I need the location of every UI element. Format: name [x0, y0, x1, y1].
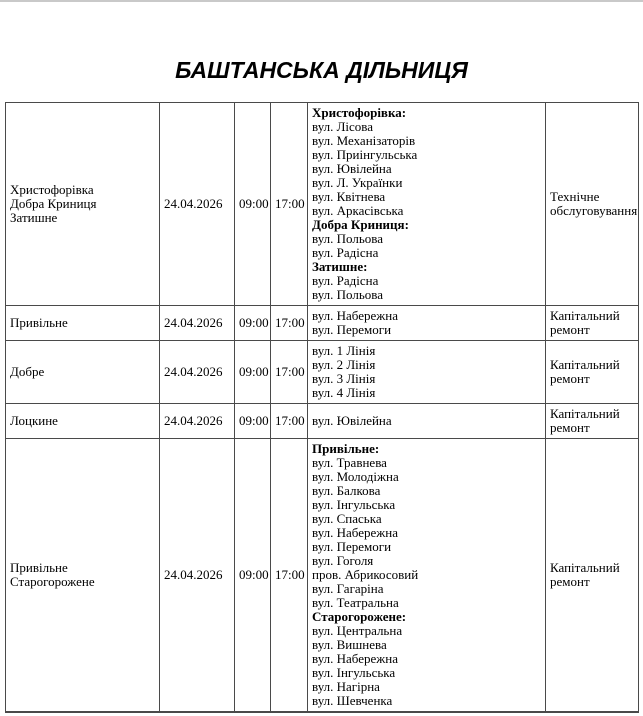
table-row	[6, 404, 639, 439]
street-group-header: Добра Криниця:	[312, 217, 409, 232]
streets-cell	[308, 404, 546, 439]
street-name: вул. Молодіжна	[312, 469, 399, 484]
street-name: вул. Набережна	[312, 651, 398, 666]
street-name: вул. 1 Лінія	[312, 343, 376, 358]
streets-cell	[308, 103, 546, 306]
street-name: вул. Спаська	[312, 511, 382, 526]
street-name: вул. Аркасівська	[312, 203, 404, 218]
street-name: вул. Нагірна	[312, 679, 380, 694]
settlement-cell	[6, 439, 160, 713]
street-name: вул. Набережна	[312, 308, 398, 323]
top-border-strip	[0, 0, 643, 2]
street-name: вул. Радісна	[312, 245, 379, 260]
settlement-cell	[6, 404, 160, 439]
street-group-header: Привільне:	[312, 441, 380, 456]
street-name: вул. Балкова	[312, 483, 381, 498]
end-time-cell: 17:00	[271, 103, 308, 306]
street-name: вул. Приінгульська	[312, 147, 418, 162]
settlement-cell	[6, 306, 160, 341]
work-type-label: Технічне обслуговування	[550, 189, 638, 218]
street-name: вул. Шевченка	[312, 693, 393, 708]
work-type-cell	[546, 439, 639, 713]
settlement-name: Старогорожене	[10, 574, 95, 589]
date-cell: 24.04.2026	[160, 404, 235, 439]
settlement-name: Христофорівка	[10, 182, 94, 197]
work-type-label: Капітальний ремонт	[550, 560, 620, 589]
street-name: вул. Перемоги	[312, 322, 392, 337]
work-type-label: Капітальний ремонт	[550, 406, 620, 435]
settlement-cell	[6, 341, 160, 404]
street-name: вул. 4 Лінія	[312, 385, 376, 400]
street-name: вул. Вишнева	[312, 637, 387, 652]
street-name: вул. Л. Українки	[312, 175, 403, 190]
street-name: вул. Травнева	[312, 455, 387, 470]
street-name: вул. Ювілейна	[312, 413, 392, 428]
street-name: вул. 3 Лінія	[312, 371, 376, 386]
street-name: вул. Радісна	[312, 273, 379, 288]
street-group-header: Старогорожене:	[312, 609, 407, 624]
streets-cell	[308, 439, 546, 713]
street-name: пров. Абрикосовий	[312, 567, 419, 582]
settlement-cell	[6, 103, 160, 306]
street-name: вул. Театральна	[312, 595, 399, 610]
start-time-cell: 09:00	[235, 439, 271, 713]
street-name: вул. 2 Лінія	[312, 357, 376, 372]
settlement-name: Лоцкине	[10, 413, 58, 428]
work-type-label: Капітальний ремонт	[550, 308, 620, 337]
work-type-cell	[546, 404, 639, 439]
street-name: вул. Квітнева	[312, 189, 386, 204]
schedule-table-body	[6, 103, 639, 713]
streets-cell	[308, 306, 546, 341]
work-type-cell	[546, 341, 639, 404]
streets-cell	[308, 341, 546, 404]
street-name: вул. Механізаторів	[312, 133, 416, 148]
work-type-label: Капітальний ремонт	[550, 357, 620, 386]
work-type-cell	[546, 306, 639, 341]
street-name: вул. Польова	[312, 231, 383, 246]
end-time-cell: 17:00	[271, 439, 308, 713]
end-time-cell: 17:00	[271, 306, 308, 341]
street-name: вул. Інгульська	[312, 497, 396, 512]
settlement-name: Затишне	[10, 210, 58, 225]
settlement-name: Добра Криниця	[10, 196, 97, 211]
street-name: вул. Польова	[312, 287, 383, 302]
street-name: вул. Перемоги	[312, 539, 392, 554]
start-time-cell: 09:00	[235, 103, 271, 306]
start-time-cell: 09:00	[235, 404, 271, 439]
settlement-name: Добре	[10, 364, 45, 379]
table-row	[6, 103, 639, 306]
street-name: вул. Лісова	[312, 119, 374, 134]
end-time-cell: 17:00	[271, 341, 308, 404]
start-time-cell: 09:00	[235, 306, 271, 341]
street-group-header: Христофорівка:	[312, 105, 407, 120]
street-name: вул. Інгульська	[312, 665, 396, 680]
work-type-cell	[546, 103, 639, 306]
street-name: вул. Гоголя	[312, 553, 374, 568]
street-name: вул. Ювілейна	[312, 161, 392, 176]
settlement-name: Привільне	[10, 560, 68, 575]
table-row	[6, 341, 639, 404]
schedule-table	[5, 102, 639, 713]
table-row	[6, 439, 639, 713]
street-group-header: Затишне:	[312, 259, 368, 274]
table-row	[6, 306, 639, 341]
date-cell: 24.04.2026	[160, 341, 235, 404]
date-cell: 24.04.2026	[160, 439, 235, 713]
date-cell: 24.04.2026	[160, 103, 235, 306]
page-title: БАШТАНСЬКА ДІЛЬНИЦЯ	[175, 57, 468, 83]
start-time-cell: 09:00	[235, 341, 271, 404]
settlement-name: Привільне	[10, 315, 68, 330]
end-time-cell: 17:00	[271, 404, 308, 439]
street-name: вул. Центральна	[312, 623, 403, 638]
date-cell: 24.04.2026	[160, 306, 235, 341]
street-name: вул. Гагаріна	[312, 581, 384, 596]
street-name: вул. Набережна	[312, 525, 398, 540]
